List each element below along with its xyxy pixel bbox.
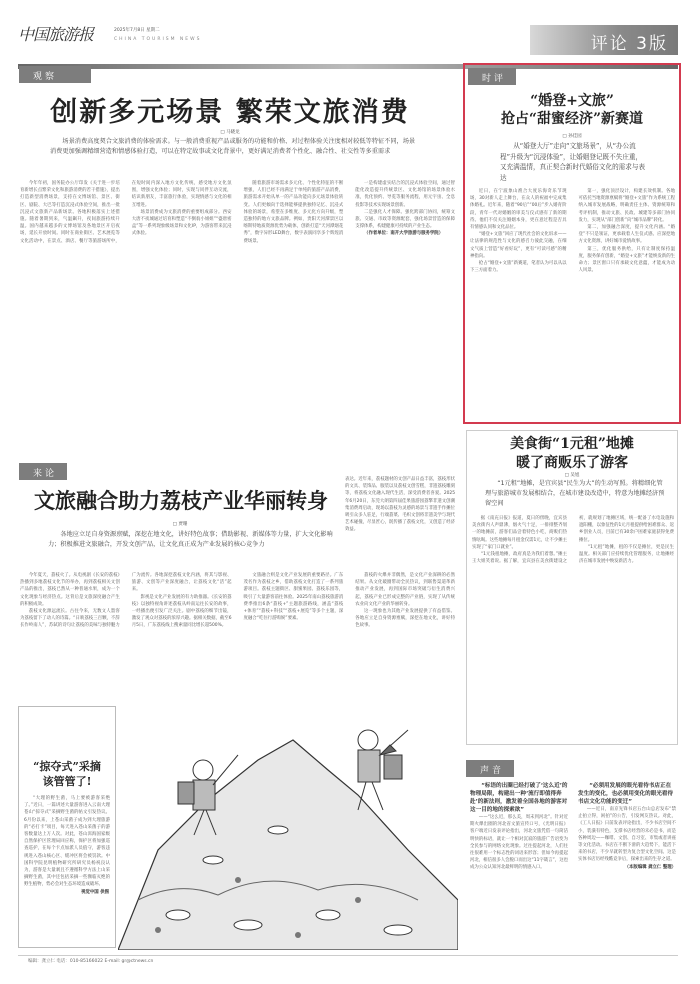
- article3-headline-2: 抢占“甜蜜经济”新赛道: [500, 111, 644, 127]
- footer-divider: [18, 955, 678, 956]
- paragraph: 影视是文化产业发展的有力助推器。《长安的荔枝》以独特视角讲述荔枝从岭南运往长安的故事，一经播出便引发广泛关注。剧中荔枝的细节出镜，激发了观众对荔枝的浓厚兴趣。据相关数据，截至6月5日，广东荔枝线上搜索量同比增长超500%。: [131, 594, 232, 629]
- section-tag-commentary: 时评: [468, 68, 516, 85]
- paragraph: 今年年初，国务院办公厅印发《关于进一步培育新增长点繁荣文化和旅游消费的若干措施》，提出打造新型消费场景，支持在文博场馆、景区、街区、剧院、大巴等打造沉浸式体验空间，推出一批沉浸式文旅新产品新场景。各地积极落实上述措施。随着暑期到来，气温飙升，夜间旅游持续升温。国内越来越多的文博场馆及各地景区开启夜场，延长开放时间。同时在商业街区、艺术展览等文化活动中，在景点、酒店、餐厅等旅游场所中，在短时间内深入地方文化传统，感受地方文化氛围，增强文化体验；同时，实现与同伴互动交流，结识新朋友，丰富旅行体验，实现情感与文化的相互增进。: [20, 181, 232, 244]
- article2-byline: □ 贾珊: [172, 522, 188, 527]
- section-tag-observe: 观察: [19, 66, 91, 83]
- article3-body: [470, 188, 675, 420]
- article4-byline: □ 吴旭: [564, 473, 580, 478]
- article2-headline: 文旅融合助力荔枝产业华丽转身: [34, 488, 328, 513]
- article3-lead: 从“婚登大厅”走向“文旅场景”，从“办公流程”升级为“沉浸体验”，让婚姻登记既不失庄重，又充满温情，真正契合新时代婚俗文化的需求与表达: [500, 142, 646, 182]
- paragraph: 荔枝文化源远流长。古往今来，无数文人墨客为荔枝留下了动人的诗篇。“日啖荔枝三百颗，不辞长作岭南人”，苏轼的诗句让荔枝的美味与独特魅力广为流传。各地深挖荔枝文化内涵，将其与影视、旅游、文创等产业深度融合，让荔枝文化“活”起来。: [20, 573, 232, 629]
- paragraph: 一是构建虚实结合的沉浸式体验空间，通过智能化改造提升传统景区、文化场馆的场景体验水准，优化预约、导览等服务流程，用元宇宙、全息投影等技术实现场景创新。: [355, 181, 455, 208]
- article3-byline: □ 孙佳园: [562, 134, 582, 139]
- newspaper-logo: 中国旅游报: [18, 25, 94, 44]
- footer-contact: 编辑：龚立仁 电话：010-85166022 E-mail: gr@ctnews.cn: [28, 959, 154, 964]
- sidebar-headline-1: “掠夺式”采摘: [33, 760, 101, 773]
- article1-lead: 场景消费高度契合文旅消费的体验需求。与一般消费重视产品或服务的功能和价格、对过程体验关注度相对较低等特征不同，场景消费更加强调精细营造和情感体验打造，可以在特定故事或文化背景中，更好满足消费者个性化、融合性、社交性等多重需求: [50, 138, 416, 155]
- article3-headline-1: “婚登+文旅”: [530, 93, 614, 109]
- paragraph: “1元钱租地摊，政府真是为我们着想。”摊主王大姐笑着说。据了解，宜宾县在美食街建设之初，就规划了地摊区域，统一配备了水电设施和遮阳棚，以象征性的1元月租提供给困难群众、返乡创业人员，目前已有30余户困难家庭获得免费摊位。: [472, 516, 674, 565]
- edition-label: 评论 3版: [530, 25, 678, 55]
- voice-quote-2: “必须用发展的眼光看待书店正在发生的变化，也必须用变化的眼光看待书店文化功能的变迁”: [578, 783, 674, 805]
- paragraph: 第二，加强融合深度，提升文化内涵。“婚登”不只是领证，更承载着人生仪式感。应深挖地方文化资源，讲好城市爱情故事。: [578, 225, 675, 245]
- voice-quote-1: “标语的出圈已经打破了‘这么近’的物理局限，构建出一种‘流行即值得奔赴’的新法则，激发着全国各地的游客对这一目的地的探索欲”: [470, 783, 568, 813]
- author-affiliation: （作者单位：南开大学旅游与服务学院）: [364, 231, 444, 237]
- sidebar-body: “大理的野生菌，马上要被游客采绝了。”近日，一篇讲述大量游客进入云南大理苍山“掠夺式”采摘野生菌的帖文引发热议。6月份以来，上苍山采菌子成为到大理旅游的“必打卡”项目，每天进入苍山采菌子的游客数量达上万人次。对此，苍山洱海国家级自然保护区管理局回应称，保护区将加强巡查巡护，在每个卡点加派人员值守，游客违规进入苍山核心区、缓冲区将会被罚款。中国科学院昆明植物研究所研究员杨祝良认为，游客是大量剥且不遵循科学方法上山采摘野生菌，其中还包括采摘一些濒临灭绝的野生植物，势必会对生态环境造成破坏。: [24, 796, 110, 888]
- paragraph: 第三，优化服务供给，只有让制度保持温度，服务保有创新，“婚登+文旅”才能焕发新的生命力；景区窗口只有承载文化意蕴，才能成为动人风景。: [578, 246, 675, 274]
- paragraph: 随着旅游市场需求多元化、个性化特征的不断增强，人们已经不再满足于单纯的旅游产品消费，旅游需求开始从单一的产品功能向多元场景体验转变。人们更倾向于选择能够提供独特记忆、沉浸式体验的场景，希望在多维度、多元化方向升级，塑造独特的地方文旅品牌。例如，贵阳天河潭景区以喀斯特地质资源优势为载体，创新打造“天河潭烟花秀”，数字异形LED舞台，数字表演同享多个辉煌消费场景。: [243, 181, 344, 244]
- paragraph: 荔枝的火爆并非偶然，是文化产业深耕的必然结果。从文化破圈带动全民热议，到联售渠道革新推动产业发展，再到国际市场突破与衍生消费兴起，荔枝产业已形成完整的产业链，实现了从传统农业向文化产业的华丽转身。: [355, 573, 455, 607]
- figure-right: [358, 730, 408, 810]
- paragraph: “婚登+文旅”回应了现代社会的文化诉求——让法律的规范性与文化的感召力彼此交融，在细文气质上营造“好看好玩”，更有“可读可感”的精神指向。: [470, 232, 567, 259]
- article2-body: [20, 572, 455, 697]
- paragraph: 近日，在宁波象山渔合大度乐海奇乐节现场，30对新人走上舞台，在众人的祝福中完成集体婚礼。近年来，随着“90后”“00后”步入婚育阶段，青年一代对婚姻的审美与仪式感有了新的期待。他们不仅关注婚姻本身，更在意过程是否具有情感认同和文化品位。: [470, 189, 567, 231]
- sidebar-box: [18, 706, 116, 948]
- paragraph: 二是强化人才保障。强化跨部门协同，统筹文旅、交通、市政等资源配套，强化场景营造的保障支撑体系，构建健康可持续的产业生态。: [355, 209, 455, 230]
- article1-byline: □ 马晓龙: [220, 130, 240, 135]
- article4-headline-2: 暖了商贩乐了游客: [516, 455, 628, 471]
- paragraph: 这一现象也为其他产业发展提供了有益借鉴。各地应立足自身资源禀赋，深挖在地文化，讲好特色故事。: [355, 609, 455, 629]
- voice-item-1: [470, 782, 568, 872]
- paragraph: 第一，强化顶层设计，构建长效机制。各地可依托当地资源禀赋将“婚登+文旅”作为系统工程纳入城市发展战略，明确责任主体、资源统筹和考评机制，推动文旅、民政、城建等多部门协同发力，实现从“部门创新”向“城市品牌”转化。: [578, 189, 675, 223]
- voice-text-1: ——“这么近，那么美，周末到河北”。针对近期火爆出圈的河北省文旅宣传口号，《光明日报》客户端近日发表评论指出，河北文旅凭借一句简洁明快的标语，就让一个相对沉寂的旅游广告语变为全民参与的网络文化现象。过往提起河北，人们往往很难用一个标志性的词语来形容；但如今再提起河北，相信很多人会脱口而出这“11字箴言”，这也成为公众认知河北最鲜明的情感入口。: [470, 815, 568, 871]
- sidebar-headline-2: 该管管了!: [42, 775, 92, 788]
- issue-date: 2025年7月8日 星期二: [114, 28, 160, 33]
- article4-body: [472, 515, 674, 740]
- english-name: CHINA TOURISM NEWS: [114, 37, 202, 42]
- paragraph: 文旅融合则是文化产业发展的重要路径。广东茂名作为荔枝之乡，借助荔枝文化打造了一系列旅游项目。荔枝主题街区、甜蜜果园、荔枝乐园等，吸引了大量游客前往体验。2025年南山荔枝旅游消费季推出6条“荔枝+”主题旅游路线，涵盖“荔枝+体育”“荔枝+科技”“荔枝+展览”等多个主题，深度融合“吃住行游购娱”要素。: [243, 573, 344, 622]
- paragraph: 据《南充日报》报道，夏日的傍晚，宜宾县美食街内人声鼎沸，烟火气十足，一排排整齐划一的地摊前，游客们品尝着特色小吃，商贩们热情吆喝。这些地摊每月租金仅需1元，让不少摊主实现了“家门口就业”。: [472, 516, 567, 550]
- editor-credit: （本版编辑 龚立仁 整理）: [624, 864, 676, 870]
- article2-side-column: 表达。近年来，荔枝题材的文创产品日益丰富，荔枝形状的文具、装饰品、服装以及荔枝文创雪糕，非遗荔枝雕刻等，将荔枝文化融入现代生活，深受消费者喜爱。2025年6月20日，东莞大朗第四届佳果旅游园荔擎非遗文创潮集消费周启动，现场以荔枝为灵感的场景与非遗手作摊位吸引众多人驻足，行端荔菜、毛织文创将非遗美学与现代艺术碰撞，尽显匠心，既传播了荔枝文化，又创造了经济效益。: [345, 477, 455, 533]
- voice-text-2: ——近日，南京先锋书店五台山总店发布“禁止拍立得，闲拍”的公告，引发网友热议。对此，《工人日报》日前发表评论指出，不少书店空间不小，装潢有特色，支撑书店经营的未必是书，而是各种周边——咖啡、文创、自习室、市集或者讲座等文化活动。书店在不断下滑的大趋势下，能活下来的书店，不少早就转型为复合型文化空间。这是实体书店历经残酷竞争后，探索出来的生存之道。: [578, 807, 676, 863]
- paragraph: 今年夏天，荔枝火了。从电视剧《长安的荔枝》热播到多地荔枝文化节的举办，再到荔枝相关文创产品的推出，荔枝已然从一种普通水果，成为一个文化现象与经济热点。这背后是文旅深度融合产生的积极成效。: [20, 573, 120, 607]
- article1-headline: 创新多元场景 繁荣文旅消费: [50, 97, 410, 128]
- cartoon-illustration: [118, 700, 458, 950]
- article4-headline-1: 美食街“1元租”地摊: [510, 436, 634, 452]
- section-tag-contribution: 来论: [19, 463, 67, 480]
- article2-lead: 各地应立足自身资源禀赋，深挖在地文化，讲好特色故事；借助影视、新媒体等力量，扩大文化影响力；积极推进文旅融合，开发文创产品，让文化真正成为产业发展的核心竞争力: [48, 531, 333, 548]
- paragraph: 场景消费成为文旅消费的重要组成部分。西安大唐不夜城通过培育和塑造“不倒翁小姐姐”“盛唐密盒”等一系列现象级场景和文化IP，为游客带来沉浸式体验。: [131, 209, 232, 237]
- voice-item-2: [578, 782, 676, 871]
- article4-lead: “1元租”地摊，是宜宾县“民生为大”的生动写照。将精细化管理与旅游城市发展相结合，在城市建设改造中，特意为地摊经济预留空间: [485, 480, 665, 507]
- paragraph: 抢占“婚登+文旅”新赛道，笔者认为可以从以下三方面着力。: [470, 261, 567, 274]
- paragraph: “1元租”地摊，租的不仅是摊位，更是民生温度。相关部门应持续优化管理服务，让地摊经济在城市发展中焕发新活力。: [579, 544, 674, 565]
- photo-credit: 视觉中国 供图: [81, 889, 109, 895]
- section-tag-voices: 声音: [466, 760, 514, 777]
- article1-body: [20, 180, 455, 455]
